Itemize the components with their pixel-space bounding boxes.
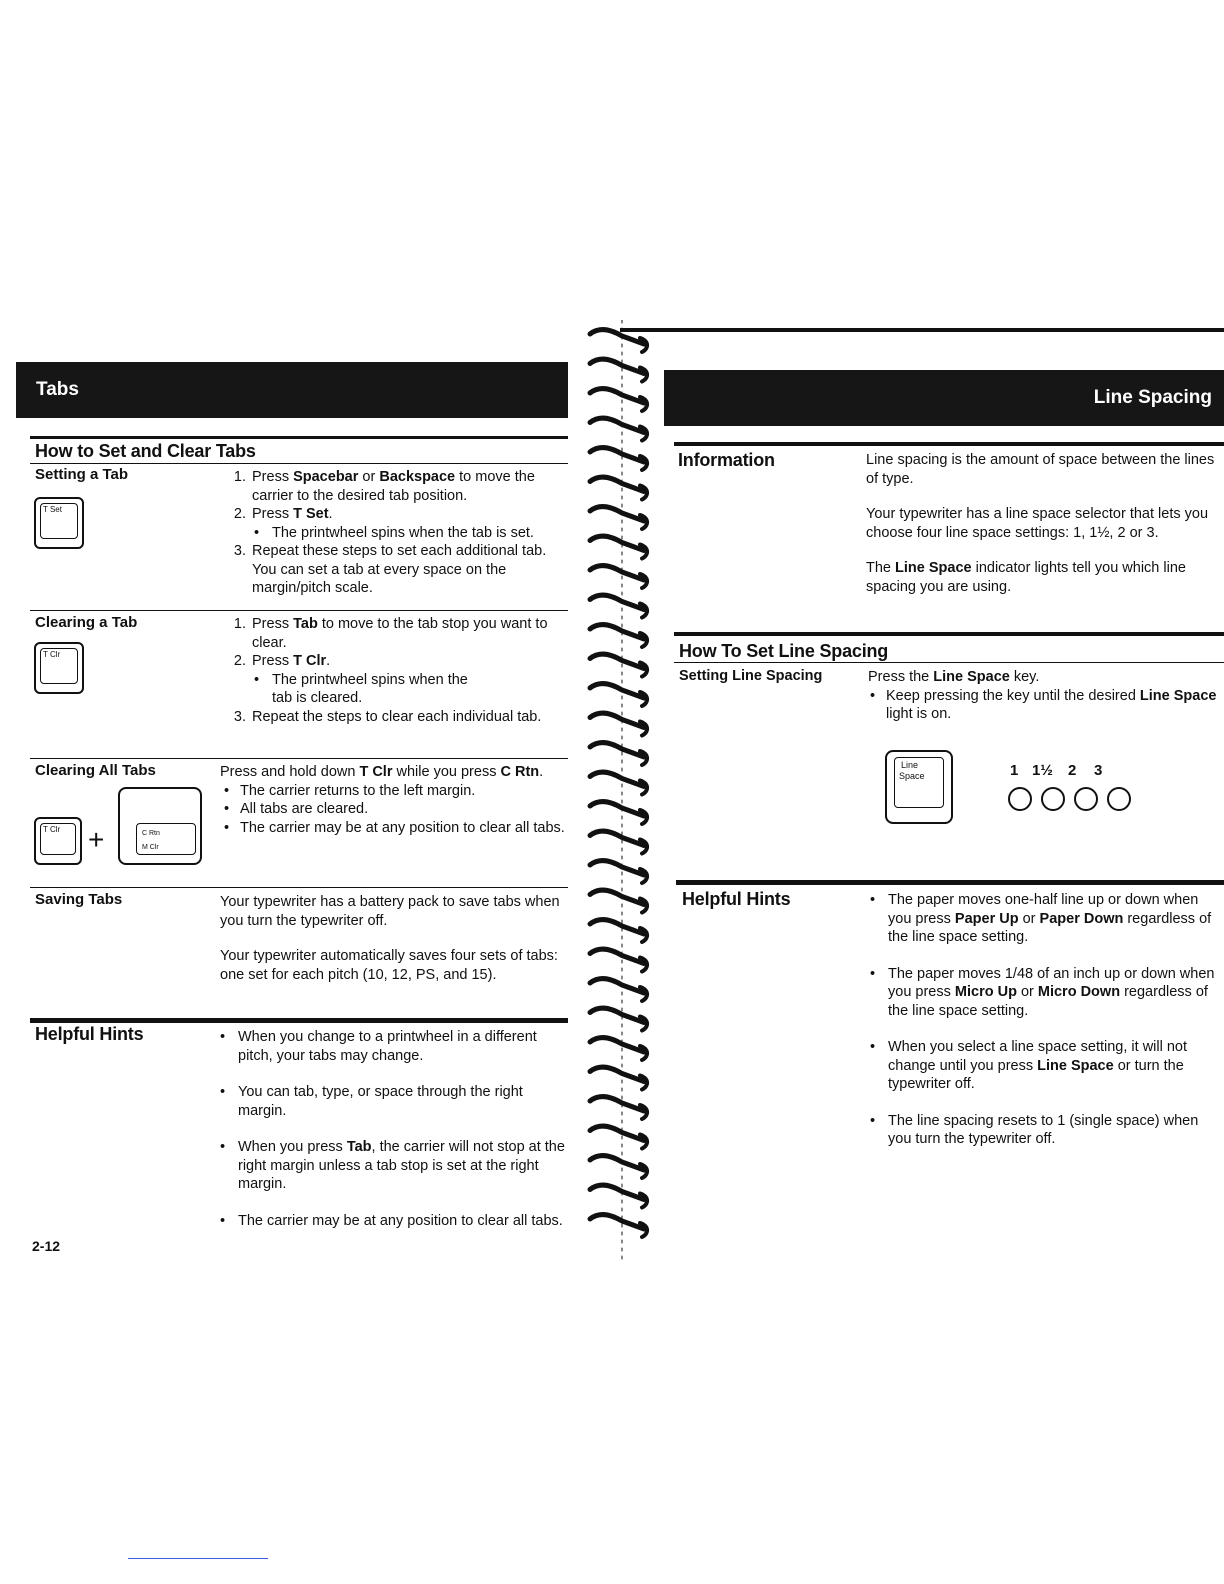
t-clr-key-cap: T Clr <box>43 825 61 834</box>
spiral-coil <box>590 625 644 639</box>
spiral-coil <box>590 1185 644 1199</box>
clearing-tab-steps <box>220 615 565 726</box>
spiral-coil <box>590 536 644 550</box>
saving-tabs-text <box>220 893 565 1001</box>
clearing-all-bullet-3: • The carrier may be at any position to clear all tabs. <box>240 819 565 838</box>
clearing-tab-label: Clearing a Tab <box>35 614 138 631</box>
spiral-coil <box>590 831 644 845</box>
spiral-coil <box>590 507 644 521</box>
howto-bullet: • Keep pressing the key until the desired Line Space light is on. <box>886 687 1218 724</box>
clearing-all-bullet-1: • The carrier returns to the left margin. <box>240 782 565 801</box>
spiral-coil <box>590 359 644 373</box>
t-clr-key-cap: T Clr <box>43 650 61 659</box>
clearing-step-2: 2. Press T Clr. • The printwheel spins when the tab is cleared. <box>250 652 565 708</box>
t-clr-key-icon <box>34 642 84 694</box>
spiral-coil <box>590 713 644 727</box>
right-hint-2: • The paper moves 1/48 of an inch up or down when you press Micro Up or Micro Down regardless of the line space setting. <box>888 965 1215 1021</box>
t-clr-key-icon <box>34 817 82 865</box>
spiral-coil <box>590 654 644 668</box>
clearing-step-2-bullet: • The printwheel spins when the tab is cleared. <box>270 671 472 708</box>
divider <box>30 610 568 611</box>
hint-1: • When you change to a printwheel in a different pitch, your tabs may change. <box>238 1028 565 1065</box>
spiral-coil <box>590 743 644 757</box>
right-hint-4: • The line spacing resets to 1 (single space) when you turn the typewriter off. <box>888 1112 1215 1149</box>
top-rule <box>620 328 1224 332</box>
section-underline <box>30 463 568 464</box>
section-title: How to Set and Clear Tabs <box>35 441 256 461</box>
line-space-key-cap-1: Line <box>901 760 919 770</box>
m-clr-key-cap: M Clr <box>142 844 159 851</box>
info-para-1: Line spacing is the amount of space between the lines of type. <box>866 452 1215 487</box>
howto-rule <box>674 632 1224 636</box>
spiral-coil <box>590 920 644 934</box>
setting-step-3: 3. Repeat these steps to set each additional tab. You can set a tab at every space on the margin/pitch scale. <box>250 542 565 598</box>
howto-intro: Press the Line Space key. <box>868 669 1040 685</box>
divider <box>30 758 568 759</box>
bottom-link-underline <box>128 1558 268 1559</box>
setting-line-spacing-label: Setting Line Spacing <box>679 668 823 684</box>
indicator-labels <box>1010 762 1114 779</box>
spiral-coil <box>590 389 644 403</box>
spiral-coil <box>590 772 644 786</box>
page-number: 2-12 <box>32 1238 61 1254</box>
spiral-coil <box>590 1215 644 1229</box>
hints-title: Helpful Hints <box>35 1024 144 1044</box>
setting-step-1: 1. Press Spacebar or Backspace to move the carrier to the desired tab position. <box>250 468 565 505</box>
hint-4: • The carrier may be at any position to clear all tabs. <box>238 1212 565 1231</box>
indicator-light-icon <box>1074 787 1098 811</box>
setting-step-2-bullet: • The printwheel spins when the tab is set. <box>270 524 565 543</box>
banner-title: Line Spacing <box>1093 387 1212 408</box>
indicator-label-2: 2 <box>1068 762 1077 779</box>
info-text <box>866 451 1216 613</box>
hint-2: • You can tab, type, or space through the right margin. <box>238 1083 565 1120</box>
saving-tabs-label: Saving Tabs <box>35 891 123 908</box>
spiral-coil <box>590 1038 644 1052</box>
indicator-label-1: 1 <box>1010 762 1019 779</box>
c-rtn-key-cap: C Rtn <box>142 830 160 837</box>
right-hints-title: Helpful Hints <box>682 889 791 909</box>
spiral-coil <box>590 979 644 993</box>
indicator-label-1-5: 1½ <box>1032 762 1053 779</box>
clearing-all-bullet-2: • All tabs are cleared. <box>240 800 565 819</box>
spiral-binding-icon <box>582 320 662 1260</box>
clearing-step-3: 3. Repeat the steps to clear each individual tab. <box>250 708 565 727</box>
clearing-all-intro: Press and hold down T Clr while you press C Rtn. <box>220 764 544 780</box>
section-rule <box>30 436 568 439</box>
banner-title: Tabs <box>36 379 79 400</box>
t-set-key-cap: T Set <box>43 505 62 514</box>
spiral-coil <box>590 890 644 904</box>
right-hints-list <box>870 891 1215 1167</box>
spiral-coil <box>590 1156 644 1170</box>
info-para-3: The Line Space indicator lights tell you which line spacing you are using. <box>866 560 1186 595</box>
setting-step-2: 2. Press T Set. • The printwheel spins when the tab is set. <box>250 505 565 542</box>
line-space-key-icon <box>885 750 953 824</box>
howto-text <box>868 668 1218 724</box>
clearing-step-1: 1. Press Tab to move to the tab stop you want to clear. <box>250 615 565 652</box>
line-spacing-banner <box>664 370 1224 426</box>
indicator-label-3: 3 <box>1094 762 1103 779</box>
divider <box>30 887 568 888</box>
c-rtn-key-icon <box>118 787 202 865</box>
info-rule <box>674 442 1224 446</box>
spiral-coil <box>590 448 644 462</box>
spiral-coil <box>590 1126 644 1140</box>
spiral-coil <box>590 1097 644 1111</box>
saving-tabs-para-1: Your typewriter has a battery pack to save tabs when you turn the typewriter off. <box>220 894 560 929</box>
spiral-coil <box>590 949 644 963</box>
clearing-all-label: Clearing All Tabs <box>35 762 156 779</box>
spiral-coil <box>590 802 644 816</box>
hints-list <box>220 1028 565 1248</box>
spiral-coil <box>590 566 644 580</box>
clearing-all-text <box>220 763 565 837</box>
tabs-banner <box>16 362 568 418</box>
hints-rule <box>30 1018 568 1023</box>
howto-title: How To Set Line Spacing <box>679 641 889 661</box>
spiral-coil <box>590 1008 644 1022</box>
hint-3: • When you press Tab, the carrier will not stop at the right margin unless a tab stop is set at the right margin. <box>238 1138 565 1194</box>
indicator-light-icon <box>1041 787 1065 811</box>
plus-sign: + <box>88 824 105 855</box>
spiral-coil <box>590 684 644 698</box>
info-para-2: Your typewriter has a line space selector that lets you choose four line space settings: 1, 1½, 2 or 3. <box>866 506 1209 541</box>
setting-tab-label: Setting a Tab <box>35 466 129 483</box>
spiral-coil <box>590 595 644 609</box>
info-title: Information <box>678 450 775 470</box>
indicator-light-icon <box>1008 787 1032 811</box>
t-set-key-icon <box>34 497 84 549</box>
right-hints-rule <box>676 880 1224 885</box>
indicator-lights <box>1008 787 1140 816</box>
spiral-coil <box>590 1067 644 1081</box>
howto-underline <box>674 662 1224 663</box>
right-hint-1: • The paper moves one-half line up or down when you press Paper Up or Paper Down regardless of the line space setting. <box>888 891 1215 947</box>
spiral-coil <box>590 477 644 491</box>
spiral-coil <box>590 418 644 432</box>
indicator-light-icon <box>1107 787 1131 811</box>
spiral-coil <box>590 861 644 875</box>
right-hint-3: • When you select a line space setting, it will not change until you press Line Space or turn the typewriter off. <box>888 1038 1215 1094</box>
saving-tabs-para-2: Your typewriter automatically saves four sets of tabs: one set for each pitch (10, 12, PS, and 15). <box>220 948 558 983</box>
setting-tab-steps <box>220 468 565 598</box>
line-space-key-cap-2: Space <box>899 771 925 781</box>
